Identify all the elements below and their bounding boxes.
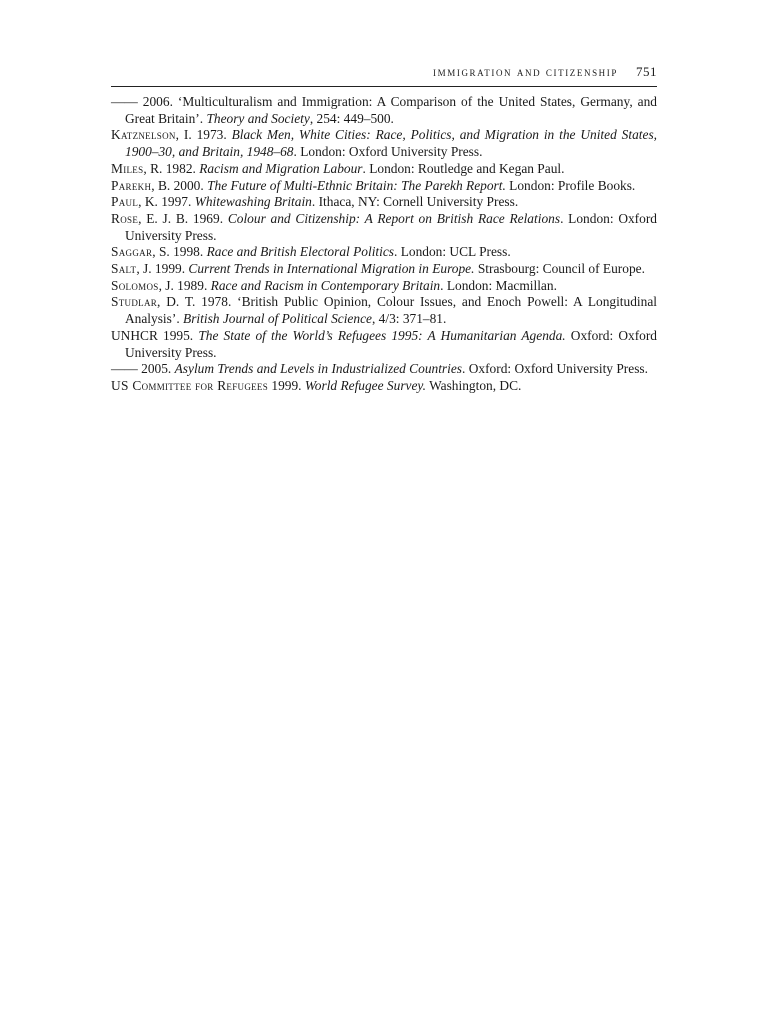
reference-author: Katznelson	[111, 127, 176, 143]
reference-title: Race and British Electoral Politics	[206, 244, 395, 260]
reference-entry	[111, 94, 657, 127]
reference-text: , B. 2000.	[151, 177, 208, 193]
reference-list	[111, 94, 657, 395]
reference-publisher: . London: Macmillan.	[440, 277, 557, 293]
reference-publisher: . Ithaca, NY: Cornell University Press.	[311, 194, 519, 210]
reference-author: UNHCR	[111, 327, 158, 343]
reference-text: 2005.	[137, 361, 175, 377]
reference-entry	[111, 211, 657, 244]
reference-publisher: London: Profile Books.	[505, 177, 636, 193]
reference-entry	[111, 244, 657, 261]
reference-publisher: . Oxford: Oxford University Press.	[462, 361, 648, 377]
reference-publisher: Oxford: Oxford University Press.	[125, 327, 658, 360]
reference-author: Rose	[111, 210, 139, 226]
reference-title: Current Trends in International Migration in Europe.	[188, 261, 475, 277]
reference-entry	[111, 278, 657, 295]
reference-text: 1995.	[157, 327, 199, 343]
reference-title: Racism and Migration Labour	[199, 160, 363, 176]
reference-text: , J. 1989.	[158, 277, 211, 293]
reference-text: 1999.	[268, 377, 305, 393]
reference-publisher: . London: UCL Press.	[394, 244, 511, 260]
reference-entry	[111, 261, 657, 278]
reference-entry	[111, 161, 657, 178]
reference-entry	[111, 294, 657, 327]
reference-text: , R. 1982.	[143, 160, 200, 176]
reference-publisher: , 4/3: 371–81.	[371, 311, 447, 327]
reference-title: Black Men, White Cities: Race, Politics, and Migration in the United States, 1900–30, and Britain, 1948–68	[125, 127, 657, 160]
reference-entry	[111, 194, 657, 211]
reference-title: Race and Racism in Contemporary Britain	[210, 277, 441, 293]
reference-text: , I. 1973.	[175, 127, 232, 143]
reference-author: Solomos	[111, 277, 159, 293]
reference-publisher: Washington, DC.	[425, 377, 522, 393]
reference-title: Colour and Citizenship: A Report on British Race Relations	[227, 210, 561, 226]
reference-publisher: , 254: 449–500.	[309, 110, 394, 126]
reference-text: , D. T. 1978. ‘British Public Opinion, Colour Issues, and Enoch Powell: A Longitudinal Analysis’.	[125, 294, 657, 327]
reference-publisher: . London: Routledge and Kegan Paul.	[362, 160, 565, 176]
reference-text: , E. J. B. 1969.	[138, 210, 228, 226]
reference-author: US Committee for Refugees	[111, 377, 269, 393]
reference-title: The State of the World’s Refugees 1995: A Humanitarian Agenda.	[198, 327, 566, 343]
reference-text: 2006. ‘Multiculturalism and Immigration: A Comparison of the United States, Germany, and Great Britain’.	[125, 94, 657, 126]
reference-title: Theory and Society	[206, 110, 310, 126]
page-number: 751	[636, 64, 657, 79]
reference-author: Miles	[111, 160, 144, 176]
reference-author: Studlar	[111, 294, 158, 310]
running-head	[111, 64, 657, 87]
reference-author: Parekh	[111, 177, 152, 193]
reference-title: Whitewashing Britain	[194, 194, 312, 210]
reference-text: , J. 1999.	[136, 261, 189, 277]
reference-entry	[111, 378, 657, 395]
reference-entry	[111, 361, 657, 378]
reference-title: British Journal of Political Science	[183, 311, 372, 327]
reference-title: World Refugee Survey.	[304, 377, 426, 393]
reference-publisher: . London: Oxford University Press.	[125, 210, 657, 243]
reference-author: Paul	[111, 194, 139, 210]
reference-title: Asylum Trends and Levels in Industrialized Countries	[174, 361, 463, 377]
reference-entry	[111, 127, 657, 160]
reference-author: ——	[111, 94, 138, 109]
reference-entry	[111, 328, 657, 361]
reference-author: Salt	[111, 261, 137, 277]
reference-publisher: . London: Oxford University Press.	[293, 144, 483, 160]
reference-author: Saggar	[111, 244, 153, 260]
reference-publisher: Strasbourg: Council of Europe.	[474, 261, 645, 277]
reference-author: ——	[111, 361, 138, 377]
reference-entry	[111, 178, 657, 195]
reference-text: , S. 1998.	[152, 244, 207, 260]
reference-title: The Future of Multi-Ethnic Britain: The Parekh Report.	[207, 177, 506, 193]
reference-text: , K. 1997.	[138, 194, 195, 210]
book-page	[111, 64, 657, 395]
running-title: immigration and citizenship	[433, 65, 618, 79]
